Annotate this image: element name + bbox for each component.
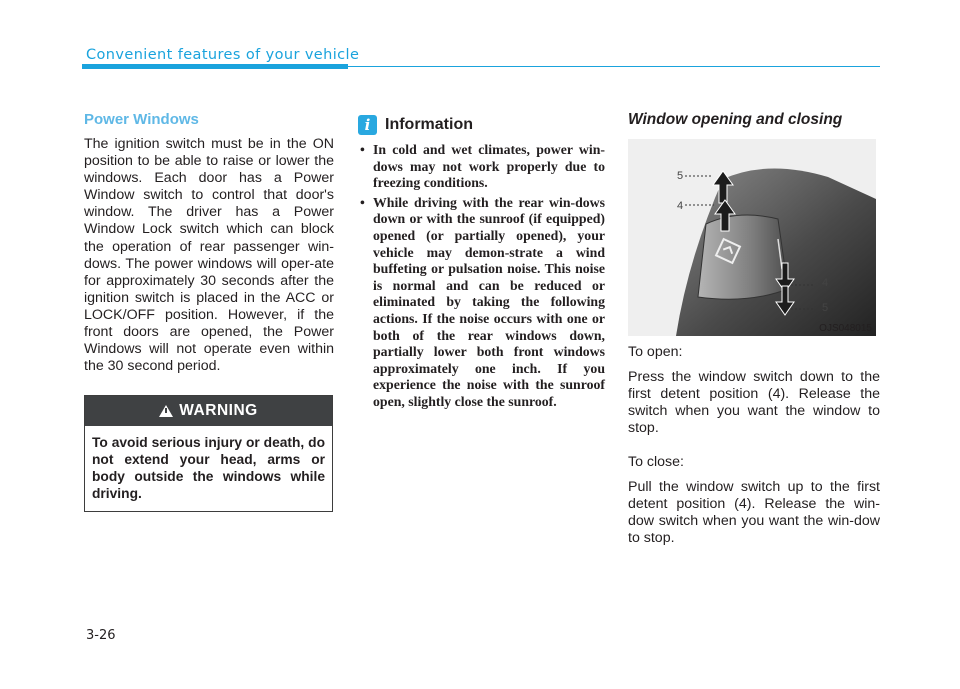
page-number: 3-26 bbox=[86, 628, 116, 643]
warning-box bbox=[84, 395, 333, 512]
information-header bbox=[358, 115, 473, 135]
header-accent-bar bbox=[82, 64, 348, 69]
figure-label: 4 bbox=[677, 200, 684, 212]
window-section-title: Window opening and closing bbox=[628, 111, 843, 128]
close-heading: To close: bbox=[628, 454, 684, 470]
figure-code: OJS048015 bbox=[819, 323, 872, 334]
open-text: Press the window switch down to the first detent position (4). Release the switch when you want the window to stop. bbox=[628, 369, 880, 437]
warning-label: WARNING bbox=[179, 402, 258, 419]
close-text: Pull the window switch up to the first detent position (4). Release the win-dow switch when you want the win-dow to stop. bbox=[628, 479, 880, 547]
window-switch-illustration bbox=[628, 139, 876, 336]
open-instructions bbox=[628, 344, 880, 437]
warning-text: To avoid serious injury or death, do not extend your head, arms or body outside the windows while driving. bbox=[92, 435, 325, 501]
list-item: • In cold and wet climates, power win-dows may not work properly due to freezing conditions. bbox=[357, 142, 605, 192]
figure-label: 4 bbox=[822, 277, 829, 289]
header-title: Convenient features of your vehicle bbox=[86, 47, 360, 63]
list-item: • While driving with the rear win-dows down or with the sunroof (if equipped) opened (or partially opened), your vehicle may demon-strate a wind buffeting or pulsation noise. This noise is normal and can be reduced or eliminated by taking the following actions. If the noise occurs with one or both of the rear windows down, partially lower both front windows approximately one inch. If you experience the noise with the sunroof open, slightly close the sunroof. bbox=[357, 195, 605, 411]
warning-triangle-icon bbox=[159, 405, 173, 417]
close-instructions bbox=[628, 454, 880, 547]
open-heading: To open: bbox=[628, 344, 683, 360]
warning-header bbox=[85, 396, 332, 426]
power-windows-body: The ignition switch must be in the ON position to be able to raise or lower the windows. Each door has a Power Window switch to control that door's window. The driver has a Power Window Lock switch which can block the operation of rear passenger win-dows. The power windows will oper-ate for approximately 30 seconds after the ignition switch is placed in the ACC or LOCK/OFF position. However, if the front doors are opened, the Power Windows will not operate even within the 30 second period. bbox=[84, 136, 334, 375]
information-list bbox=[357, 142, 605, 414]
window-switch-figure bbox=[628, 139, 876, 336]
figure-label: 5 bbox=[677, 170, 684, 182]
figure-label: 5 bbox=[822, 302, 829, 314]
power-windows-section bbox=[84, 111, 334, 375]
information-title: Information bbox=[385, 116, 473, 133]
info-icon: i bbox=[358, 115, 377, 135]
section-title: Power Windows bbox=[84, 111, 199, 128]
